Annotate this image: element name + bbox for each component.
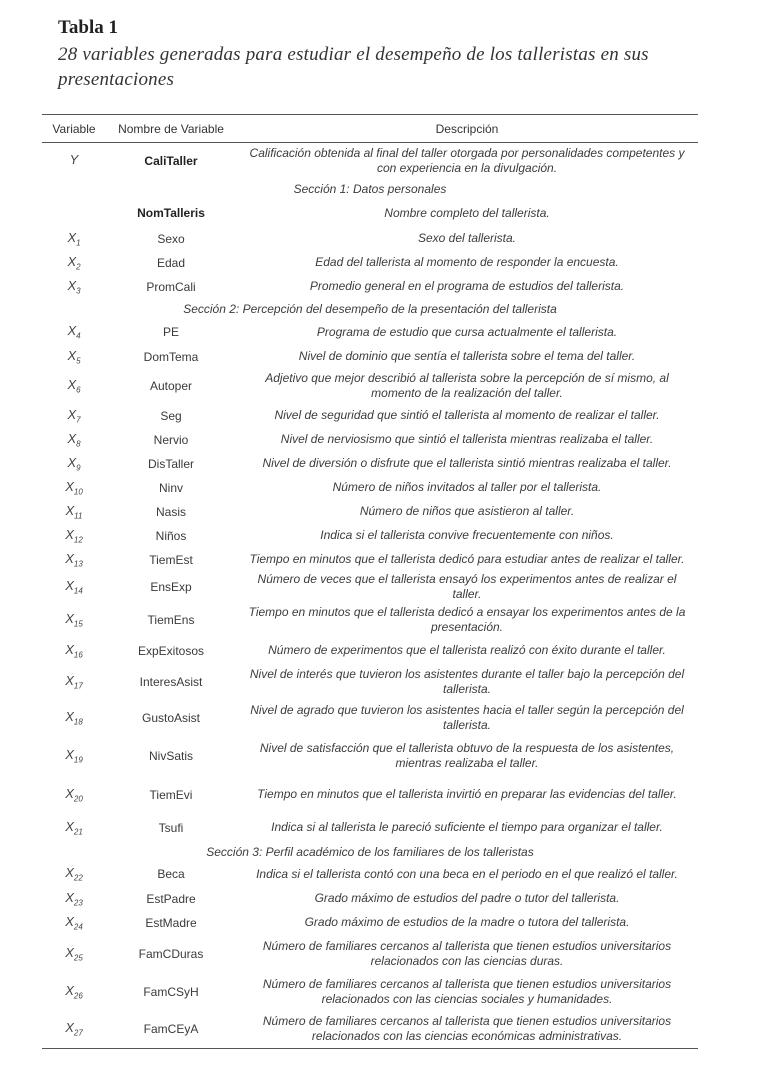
variable-description: Nivel de agrado que tuvieron los asistentes hacia el taller según la percepción del tallerista. [250,702,684,732]
variable-symbol [42,524,106,548]
variable-symbol [42,935,106,973]
variable-description: Número de familiares cercanos al tallerista que tienen estudios universitarios relacionados con las ciencias duras. [262,938,672,968]
variable-name: TiemEns [147,612,195,627]
variable-description: Nivel de seguridad que sintió el tallerista al momento de realizar el taller. [274,408,660,422]
variable-description: Nivel de satisfacción que el tallerista obtuvo de la respuesta de los asistentes, mientras realizaba el taller. [259,740,675,770]
table-caption [58,16,738,92]
header-variable: Variable [42,115,106,143]
variable-name: Niños [155,528,187,543]
variable-symbol [42,251,106,275]
variable-description: Nivel de diversión o disfrute que el tallerista sintió mientras realizaba el taller. [262,456,672,470]
variable-name: CaliTaller [144,153,198,168]
variable-name: TiemEst [149,552,193,567]
variable-description: Número de veces que el tallerista ensayó los experimentos antes de realizar el taller. [257,571,677,601]
table-row [42,548,698,572]
table-row [42,935,698,973]
variable-description: Indica si el tallerista convive frecuentemente con niños. [320,528,614,542]
table-row [42,814,698,842]
variable-description: Nivel de dominio que sentía el tallerista sobre el tema del taller. [298,349,636,363]
table-row [42,1011,698,1049]
variable-description: Número de niños que asistieron al taller. [359,504,575,518]
variable-letter: X [67,406,77,422]
variable-description: Sexo del tallerista. [417,231,517,245]
variable-subscript: 7 [76,415,81,425]
variable-subscript: 13 [73,559,83,569]
table-body [42,143,698,1049]
variable-name: Autoper [149,379,193,393]
variable-letter: X [65,526,74,542]
table-row [42,500,698,524]
variable-symbol [42,428,106,452]
table-row [42,887,698,911]
table-row [42,275,698,299]
variable-subscript: 6 [76,385,81,395]
section-label: Sección 2: Percepción del desempeño de la presentación del tallerista [183,302,557,316]
variable-name: Edad [156,255,186,270]
variable-description: Grado máximo de estudios de la madre o tutora del tallerista. [304,915,630,929]
variable-subscript: 14 [73,586,83,596]
table-row [42,320,698,345]
variable-description: Promedio general en el programa de estudios del tallerista. [309,279,625,293]
variable-symbol [42,911,106,935]
table-row [42,973,698,1011]
variable-description: Programa de estudio que cursa actualmente el tallerista. [316,324,618,339]
variable-name: EnsExp [150,579,192,594]
table-row [42,143,698,179]
variable-description: Nombre completo del tallerista. [384,205,550,220]
table-row [42,736,698,776]
variable-letter: X [65,478,74,494]
variable-subscript: 1 [76,238,81,248]
variable-symbol [42,476,106,500]
variable-letter: X [67,253,77,269]
variable-name: Ninv [158,480,183,495]
section-label: Sección 3: Perfil académico de los familiares de los talleristas [206,844,534,859]
variable-symbol [42,572,106,602]
section-label: Sección 1: Datos personales [293,182,447,196]
variable-description: Indica si el tallerista contó con una beca en el periodo en el que realizó el taller. [256,866,678,881]
variable-subscript: 5 [76,356,81,366]
variable-subscript: 10 [73,487,83,497]
variable-letter: Y [69,151,79,167]
table-row [42,602,698,638]
variable-subscript: 3 [76,286,81,296]
variable-symbol [42,369,106,404]
variable-description: Número de experimentos que el tallerista realizó con éxito durante el taller. [268,643,666,657]
variable-letter: X [65,1020,74,1036]
variable-letter: X [67,454,77,470]
table-row [42,476,698,500]
variable-name: Tsufi [158,820,184,835]
variable-letter: X [65,502,75,518]
variable-subscript: 2 [76,262,81,272]
variable-letter: X [65,577,74,593]
variable-symbol [42,275,106,299]
variable-subscript: 26 [73,991,83,1001]
table-row [42,862,698,887]
variable-name: ExpExitosos [137,643,205,658]
variable-letter: X [65,785,74,801]
variable-symbol [42,320,106,345]
variable-symbol [42,452,106,476]
variable-letter: X [65,610,74,626]
variable-name: Sexo [157,231,185,246]
variable-symbol [42,736,106,776]
variable-letter: X [65,889,74,905]
variable-letter: X [65,550,74,566]
variable-letter: X [65,818,74,834]
variable-name: GustoAsist [141,710,201,725]
variable-description: Tiempo en minutos que el tallerista dedicó a ensayar los experimentos antes de la presentación. [248,604,686,634]
table-row [42,200,698,227]
variable-subscript: 22 [73,873,83,883]
variable-subscript: 15 [73,619,83,629]
variable-subscript: 19 [73,755,83,765]
variables-table [42,114,698,1049]
variable-name: EstMadre [145,915,197,930]
variable-name: FamCSyH [143,984,199,999]
variable-symbol [42,345,106,369]
variable-symbol [42,500,106,524]
section-row [42,842,698,862]
header-row [42,115,698,143]
variable-name: Beca [157,867,185,881]
variable-symbol [42,602,106,638]
table-row [42,911,698,935]
table-row [42,524,698,548]
variable-description: Número de familiares cercanos al tallerista que tienen estudios universitarios relacionados con las ciencias sociales y humanidades. [262,976,672,1006]
variable-symbol [42,776,106,814]
variable-symbol [42,227,106,251]
variable-subscript: 23 [73,898,83,908]
variable-name: Seg [160,408,182,423]
variable-description: Nivel de interés que tuvieron los asistentes durante el taller bajo la percepción del tallerista. [249,666,685,696]
variable-letter: X [65,708,74,724]
variable-symbol [42,973,106,1011]
table-row [42,369,698,404]
variable-subscript: 9 [76,463,81,473]
variable-name: Nasis [155,504,186,519]
variable-subscript: 21 [73,827,83,837]
variable-description: Indica si al tallerista le pareció suficiente el tiempo para organizar el taller. [271,820,663,834]
table-title: 28 variables generadas para estudiar el desempeño de los talleristas en sus presentaciones [58,44,649,90]
header-description: Descripción [236,115,698,143]
variable-subscript: 8 [76,439,81,449]
variable-letter: X [67,323,77,339]
variable-subscript: 27 [73,1029,83,1039]
variable-letter: X [67,430,77,446]
variable-symbol [42,404,106,428]
variable-name: PE [162,325,179,339]
table-row [42,404,698,428]
variable-name: Nervio [153,432,189,447]
variable-symbol [42,143,106,179]
variable-subscript: 4 [76,331,81,341]
table-row [42,700,698,736]
variable-letter: X [65,672,74,688]
variable-description: Adjetivo que mejor describió al tallerista sobre la percepción de sí mismo, al momento de la realización del taller. [265,371,669,400]
table-number: Tabla 1 [58,17,119,38]
table-row [42,572,698,602]
table-row [42,776,698,814]
variable-letter: X [65,944,74,960]
variable-name: EstPadre [146,891,196,906]
variable-symbol [42,862,106,887]
variable-symbol [42,814,106,842]
variable-description: Grado máximo de estudios del padre o tutor del tallerista. [314,891,620,905]
variable-name: DisTaller [147,456,194,471]
variable-name: InteresAsist [139,674,203,689]
variable-subscript: 18 [73,717,83,727]
variable-symbol [42,548,106,572]
variable-letter: X [67,347,77,363]
variable-subscript: 20 [73,794,83,804]
variable-symbol [42,887,106,911]
table-row [42,251,698,275]
variable-name: PromCali [146,279,196,294]
variable-description: Nivel de nerviosismo que sintió el tallerista mientras realizaba el taller. [280,432,654,446]
variable-symbol [42,638,106,664]
variable-name: NomTalleris [137,206,205,220]
variable-letter: X [67,377,77,393]
section-row [42,299,698,320]
variable-name: FamCEyA [106,1011,236,1049]
variable-symbol [42,664,106,700]
variable-subscript: 11 [74,511,83,521]
section-row [42,179,698,200]
variable-letter: X [65,641,74,657]
variable-subscript: 17 [73,681,83,691]
variable-letter: X [67,229,77,245]
table-row [42,345,698,369]
variable-description: Número de familiares cercanos al tallerista que tienen estudios universitarios relacionados con las ciencias económicas administrativas. [236,1011,698,1049]
variable-subscript: 16 [73,650,83,660]
table-row [42,428,698,452]
variable-description: Tiempo en minutos que el tallerista invirtió en preparar las evidencias del taller. [257,787,677,801]
variable-symbol [42,1011,106,1049]
variable-description: Número de niños invitados al taller por el tallerista. [332,480,602,494]
variable-letter: X [65,982,74,998]
table-row [42,664,698,700]
table-row [42,452,698,476]
variable-name: DomTema [143,349,199,364]
variable-subscript: 12 [73,535,83,545]
variable-letter: X [65,746,74,762]
variable-letter: X [67,277,77,293]
variable-name: NivSatis [148,748,193,763]
variable-description: Tiempo en minutos que el tallerista dedicó para estudiar antes de realizar el taller. [249,552,685,566]
variable-symbol [42,200,106,227]
variable-name: FamCDuras [138,946,204,961]
variable-symbol [42,700,106,736]
table-row [42,638,698,664]
variable-name: TiemEvi [149,787,193,802]
variable-letter: X [65,913,74,929]
variable-subscript: 25 [73,953,83,963]
variable-letter: X [65,865,74,881]
header-name: Nombre de Variable [106,115,236,143]
variable-subscript: 24 [73,922,83,932]
variable-description: Calificación obtenida al final del taller otorgada por personalidades competentes y con experiencia en la divulgación. [249,145,685,175]
table-row [42,227,698,251]
variable-description: Edad del tallerista al momento de responder la encuesta. [315,255,619,269]
